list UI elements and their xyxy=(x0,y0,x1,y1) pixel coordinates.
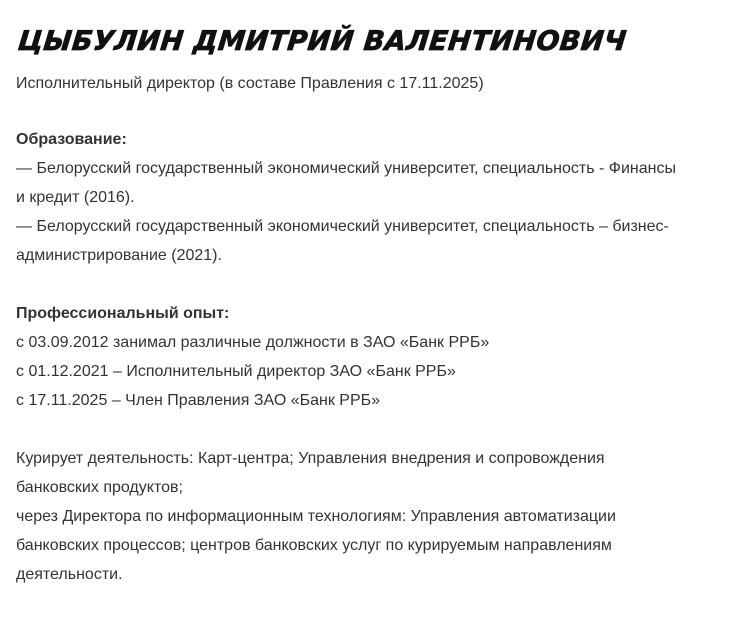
education-line: и кредит (2016). xyxy=(16,189,135,206)
responsibilities-line: деятельности. xyxy=(16,566,123,583)
responsibilities-section xyxy=(16,444,716,589)
education-line: администрирование (2021). xyxy=(16,247,222,264)
person-position: Исполнительный директор (в составе Правления с 17.11.2025) xyxy=(16,75,484,92)
responsibilities-line: банковских процессов; центров банковских услуг по курируемым направлениям xyxy=(16,537,612,554)
experience-line: с 03.09.2012 занимал различные должности в ЗАО «Банк РРБ» xyxy=(16,334,490,351)
responsibilities-line: банковских продуктов; xyxy=(16,479,183,496)
responsibilities-line: Курирует деятельность: Карт-центра; Управления внедрения и сопровождения xyxy=(16,450,605,467)
person-name-heading: ЦЫБУЛИН ДМИТРИЙ ВАЛЕНТИНОВИЧ xyxy=(16,26,629,57)
education-section xyxy=(16,125,716,270)
experience-line: с 17.11.2025 – Член Правления ЗАО «Банк РРБ» xyxy=(16,392,381,409)
profile-page xyxy=(16,22,716,589)
education-line: — Белорусский государственный экономический университет, специальность - Финансы xyxy=(16,160,676,177)
responsibilities-line: через Директора по информационным технологиям: Управления автоматизации xyxy=(16,508,616,525)
section-spacer xyxy=(16,270,716,299)
experience-title: Профессиональный опыт: xyxy=(16,305,230,322)
education-line: — Белорусский государственный экономический университет, специальность – бизнес- xyxy=(16,218,669,235)
experience-section xyxy=(16,299,716,415)
education-title: Образование: xyxy=(16,131,127,148)
experience-line: с 01.12.2021 – Исполнительный директор ЗАО «Банк РРБ» xyxy=(16,363,456,380)
section-spacer xyxy=(16,415,716,444)
